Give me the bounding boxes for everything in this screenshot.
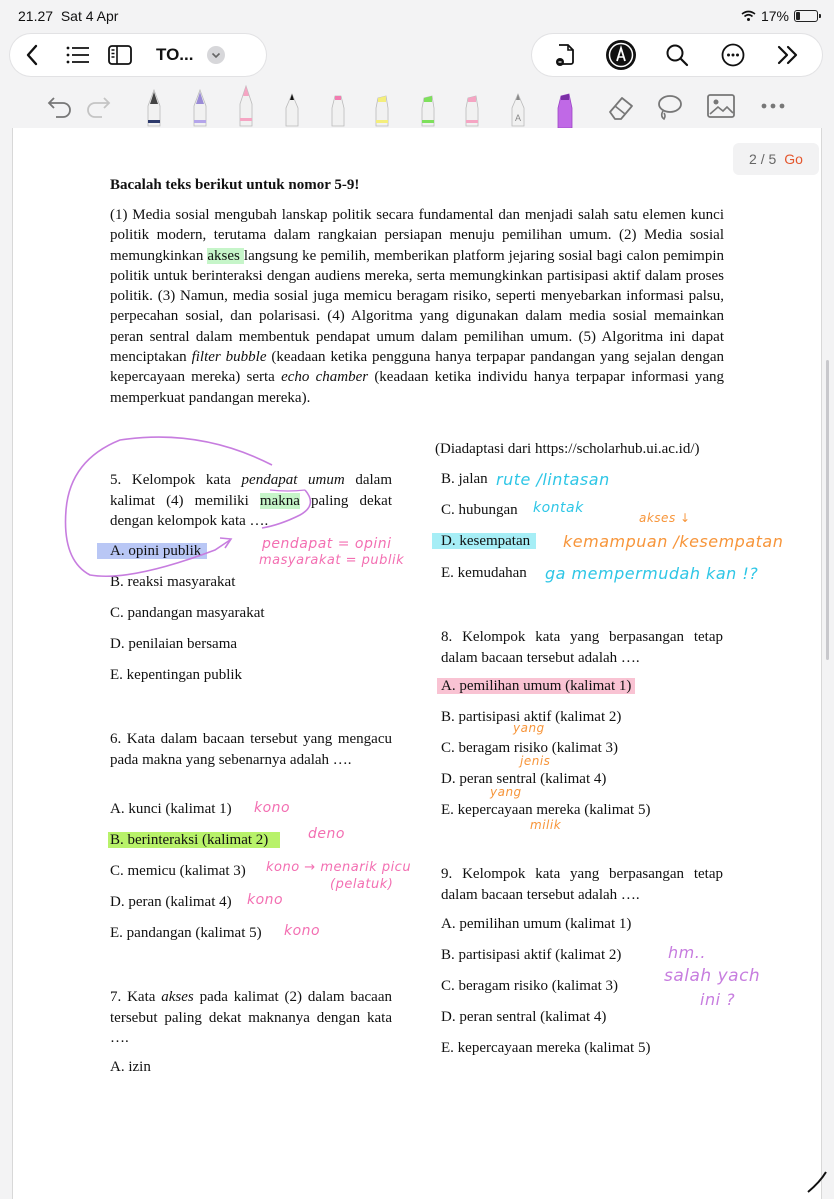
q5-note-masyarakat: masyarakat = publik <box>259 553 405 568</box>
pencil-pink-icon[interactable] <box>234 84 258 128</box>
q6-option-a[interactable]: A. kunci (kalimat 1) <box>110 801 232 817</box>
question-5: 5. Kelompok kata pendapat umum dalam kalimat (4) memiliki makna paling dekat dengan kelompok kata …. <box>110 472 392 529</box>
q8-option-a[interactable]: A. pemilihan umum (kalimat 1) <box>437 678 635 695</box>
q7-note-d: kemampuan /kesempatan <box>563 532 784 551</box>
back-button[interactable] <box>14 37 50 73</box>
svg-text:A: A <box>514 113 522 123</box>
q9-option-b[interactable]: B. partisipasi aktif (kalimat 2) <box>441 947 622 963</box>
highlight-akses: akses <box>207 247 244 264</box>
q6-note-b: deno <box>308 826 345 842</box>
page-indicator[interactable] <box>733 143 819 175</box>
redo-icon[interactable] <box>84 94 112 120</box>
q6-note-d: kono <box>247 892 284 908</box>
q6-note-e: kono <box>284 923 321 939</box>
double-chevron-icon <box>776 45 800 65</box>
q7-option-a[interactable]: A. izin <box>110 1059 151 1075</box>
highlight-makna: makna <box>259 492 300 509</box>
question-8: 8. Kelompok kata yang berpasangan tetap dalam bacaan tersebut adalah …. <box>441 629 723 666</box>
back-chevron-icon <box>25 44 39 66</box>
q8-note-b: yang <box>513 721 545 735</box>
nav-toolbar <box>10 34 266 76</box>
question-6: 6. Kata dalam bacaan tersebut yang mengacu pada makna yang sebenarnya adalah …. <box>110 731 392 768</box>
q6-option-d[interactable]: D. peran (kalimat 4) <box>110 894 232 910</box>
eraser-icon[interactable] <box>606 92 636 122</box>
q8-option-b[interactable]: B. partisipasi aktif (kalimat 2) <box>441 709 622 725</box>
search-icon <box>665 43 689 67</box>
q9-option-a[interactable]: A. pemilihan umum (kalimat 1) <box>441 916 632 932</box>
chevron-down-icon <box>211 52 221 59</box>
q8-option-d[interactable]: D. peran sentral (kalimat 4) <box>441 771 607 787</box>
wifi-icon <box>741 10 756 22</box>
q5-note-pendapat: pendapat = opini <box>262 536 392 552</box>
source-citation: (Diadaptasi dari https://scholarhub.ui.ac.id/) <box>435 441 700 457</box>
q8-note-e: milik <box>530 818 562 832</box>
q8-option-c[interactable]: C. beragam risiko (kalimat 3) <box>441 740 619 756</box>
undo-icon[interactable] <box>46 94 74 120</box>
q7-option-d[interactable]: D. kesempatan <box>432 533 536 550</box>
marker-pink-icon[interactable] <box>326 88 350 128</box>
image-icon[interactable] <box>706 92 736 120</box>
q6-option-b[interactable]: B. berinteraksi (kalimat 2) <box>108 832 280 849</box>
outline-button[interactable] <box>60 37 96 73</box>
collapse-button[interactable] <box>770 37 806 73</box>
search-button[interactable] <box>659 37 695 73</box>
q7-note-b: rute /lintasan <box>496 470 610 489</box>
go-button[interactable]: Go <box>784 151 803 167</box>
q9-note-3: ini ? <box>700 990 736 1009</box>
q7-option-e[interactable]: E. kemudahan <box>441 565 527 581</box>
q8-note-c: jenis <box>520 754 551 768</box>
q7-note-e: ga mempermudah kan !? <box>545 564 759 583</box>
title-menu-button[interactable] <box>207 46 225 64</box>
question-9: 9. Kelompok kata yang berpasangan tetap dalam bacaan tersebut adalah …. <box>441 866 723 903</box>
q7-note-akses: akses ↓ <box>639 511 691 525</box>
q7-note-c: kontak <box>533 500 584 516</box>
tool-row <box>0 84 834 130</box>
reading-passage: (1) Media sosial mengubah lanskap politik secara fundamental dan menjadi salah satu elemen kunci politik modern, terutama dalam rangkaian persiapan menuju pemilihan umum. (2) Media sosial memungkinkan akses langsung ke pemilih, memberikan platform jejaring sosial bagi calon pemimpin politik untuk berinteraksi dengan audiens mereka, serta memungkinkan partisipasi aktif dalam proses politik. (3) Namun, media sosial juga memicu beragam risiko, seperti menyebarkan informasi palsu, perpecahan sosial, dan polarisasi. (4) Algoritma yang digunakan dalam media sosial memainkan peran sentral dalam membentuk pendapat umum dalam pemilihan umum. (5) Algoritma ini dapat menciptakan filter bubble (keadaan ketika pengguna hanya terpapar pandangan yang sejalan dengan kepercayaan mereka) serta echo chamber (keadaan ketika individu hanya terpapar informasi yang memperkuat pandangan mereka). <box>110 207 725 406</box>
q7-option-c[interactable]: C. hubungan <box>441 502 518 518</box>
q6-note-c2: (pelatuk) <box>330 877 394 892</box>
q8-option-e[interactable]: E. kepercayaan mereka (kalimat 5) <box>441 802 651 818</box>
pen-mode-icon <box>605 39 637 71</box>
q5-option-e[interactable]: E. kepentingan publik <box>110 667 243 683</box>
q8-note-d: yang <box>490 785 522 799</box>
q5-option-c[interactable]: C. pandangan masyarakat <box>110 605 265 621</box>
scrollbar[interactable] <box>826 360 829 660</box>
q9-option-d[interactable]: D. peran sentral (kalimat 4) <box>441 1009 607 1025</box>
list-icon <box>66 46 90 64</box>
pen-mode-button[interactable] <box>603 37 639 73</box>
highlighter-yellow-icon[interactable] <box>370 88 394 128</box>
fountain-pen-lavender-icon[interactable] <box>188 88 212 128</box>
battery-percent: 17% <box>760 8 789 24</box>
share-button[interactable] <box>548 37 584 73</box>
battery-icon <box>794 10 818 22</box>
more-icon <box>721 43 745 67</box>
sidebar-button[interactable] <box>102 37 138 73</box>
instruction-heading: Bacalah teks berikut untuk nomor 5-9! <box>110 177 360 193</box>
q5-option-d[interactable]: D. penilaian bersama <box>110 636 238 652</box>
more-button[interactable] <box>715 37 751 73</box>
sidebar-icon <box>108 45 132 65</box>
status-right <box>741 8 818 24</box>
status-time: 21.27 Sat 4 Apr <box>18 8 119 24</box>
q7-option-b[interactable]: B. jalan <box>441 471 488 487</box>
q9-option-e[interactable]: E. kepercayaan mereka (kalimat 5) <box>441 1040 651 1056</box>
fountain-pen-navy-icon[interactable] <box>142 88 166 128</box>
highlighter-green-icon[interactable] <box>416 88 440 128</box>
document-title[interactable]: TO... <box>156 45 194 64</box>
q5-option-b[interactable]: B. reaksi masyarakat <box>110 574 236 590</box>
highlighter-purple-icon[interactable] <box>552 86 578 128</box>
q5-option-a[interactable]: A. opini publik <box>97 543 207 560</box>
highlighter-pink-icon[interactable] <box>460 88 484 128</box>
pencil-grey-icon[interactable] <box>506 88 530 128</box>
status-bar <box>0 0 834 34</box>
q6-option-c[interactable]: C. memicu (kalimat 3) <box>110 863 246 879</box>
action-toolbar <box>532 34 822 76</box>
q6-option-e[interactable]: E. pandangan (kalimat 5) <box>110 925 262 941</box>
q9-note-2: salah yach <box>664 966 761 986</box>
question-7: 7. Kata akses pada kalimat (2) dalam bacaan tersebut paling dekat maknanya dengan kata …. <box>110 989 392 1046</box>
q9-option-c[interactable]: C. beragam risiko (kalimat 3) <box>441 978 619 994</box>
q9-note-1: hm.. <box>668 943 706 962</box>
more-dots-icon[interactable] <box>760 102 786 110</box>
share-doc-icon <box>555 42 577 68</box>
lasso-icon[interactable] <box>654 92 684 122</box>
page-count: 2 / 5 <box>749 151 777 167</box>
q6-note-a: kono <box>254 800 291 816</box>
q6-note-c1: kono → menarik picu <box>266 860 412 875</box>
pencil-black-icon[interactable] <box>280 88 304 128</box>
